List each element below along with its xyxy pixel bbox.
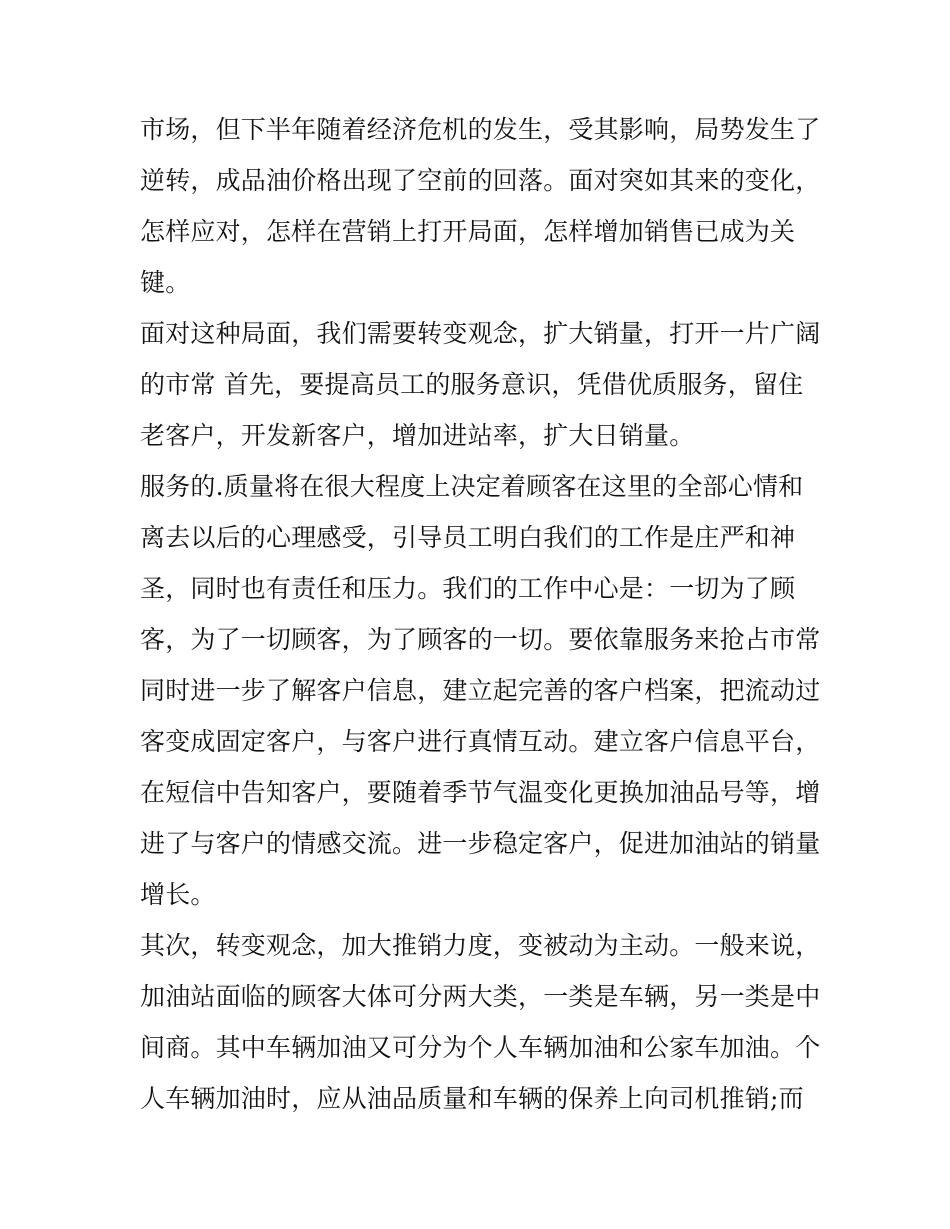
text-line: 间商。其中车辆加油又可分为个人车辆加油和公家车加油。个 (140, 1033, 821, 1062)
text-line: 加油站面临的顾客大体可分两大类，一类是车辆，另一类是中 (140, 982, 821, 1011)
text-line: 在短信中告知客户，要随着季节气温变化更换加油品号等，增 (140, 778, 821, 807)
text-line: 进了与客户的情感交流。进一步稳定客户，促进加油站的销量 (140, 829, 821, 858)
text-line: 的市常 首先，要提高员工的服务意识，凭借优质服务，留住 (140, 370, 804, 399)
text-line: 面对这种局面，我们需要转变观念，扩大销量，打开一片广阔 (140, 319, 821, 348)
text-line: 怎样应对，怎样在营销上打开局面，怎样增加销售已成为关 (140, 217, 796, 246)
text-line: 圣，同时也有责任和压力。我们的工作中心是：一切为了顾 (140, 574, 796, 603)
text-line: 市场，但下半年随着经济危机的发生，受其影响，局势发生了 (140, 115, 821, 144)
text-line: 增长。 (140, 880, 216, 909)
text-line: 离去以后的心理感受，引导员工明白我们的工作是庄严和神 (140, 523, 796, 552)
text-line: 逆转，成品油价格出现了空前的回落。面对突如其来的变化， (140, 166, 821, 195)
text-line: 键。 (140, 268, 191, 297)
text-line: 客，为了一切顾客，为了顾客的一切。要依靠服务来抢占市常 (140, 625, 821, 654)
text-line: 老客户，开发新客户，增加进站率，扩大日销量。 (140, 421, 695, 450)
text-line: 同时进一步了解客户信息，建立起完善的客户档案，把流动过 (140, 676, 821, 705)
text-line: 服务的.质量将在很大程度上决定着顾客在这里的全部心情和 (140, 472, 804, 501)
text-line: 人车辆加油时，应从油品质量和车辆的保养上向司机推销;而 (140, 1084, 804, 1113)
text-line: 其次，转变观念，加大推销力度，变被动为主动。一般来说， (140, 931, 821, 960)
document-body (140, 104, 830, 1124)
text-line: 客变成固定客户，与客户进行真情互动。建立客户信息平台， (140, 727, 821, 756)
